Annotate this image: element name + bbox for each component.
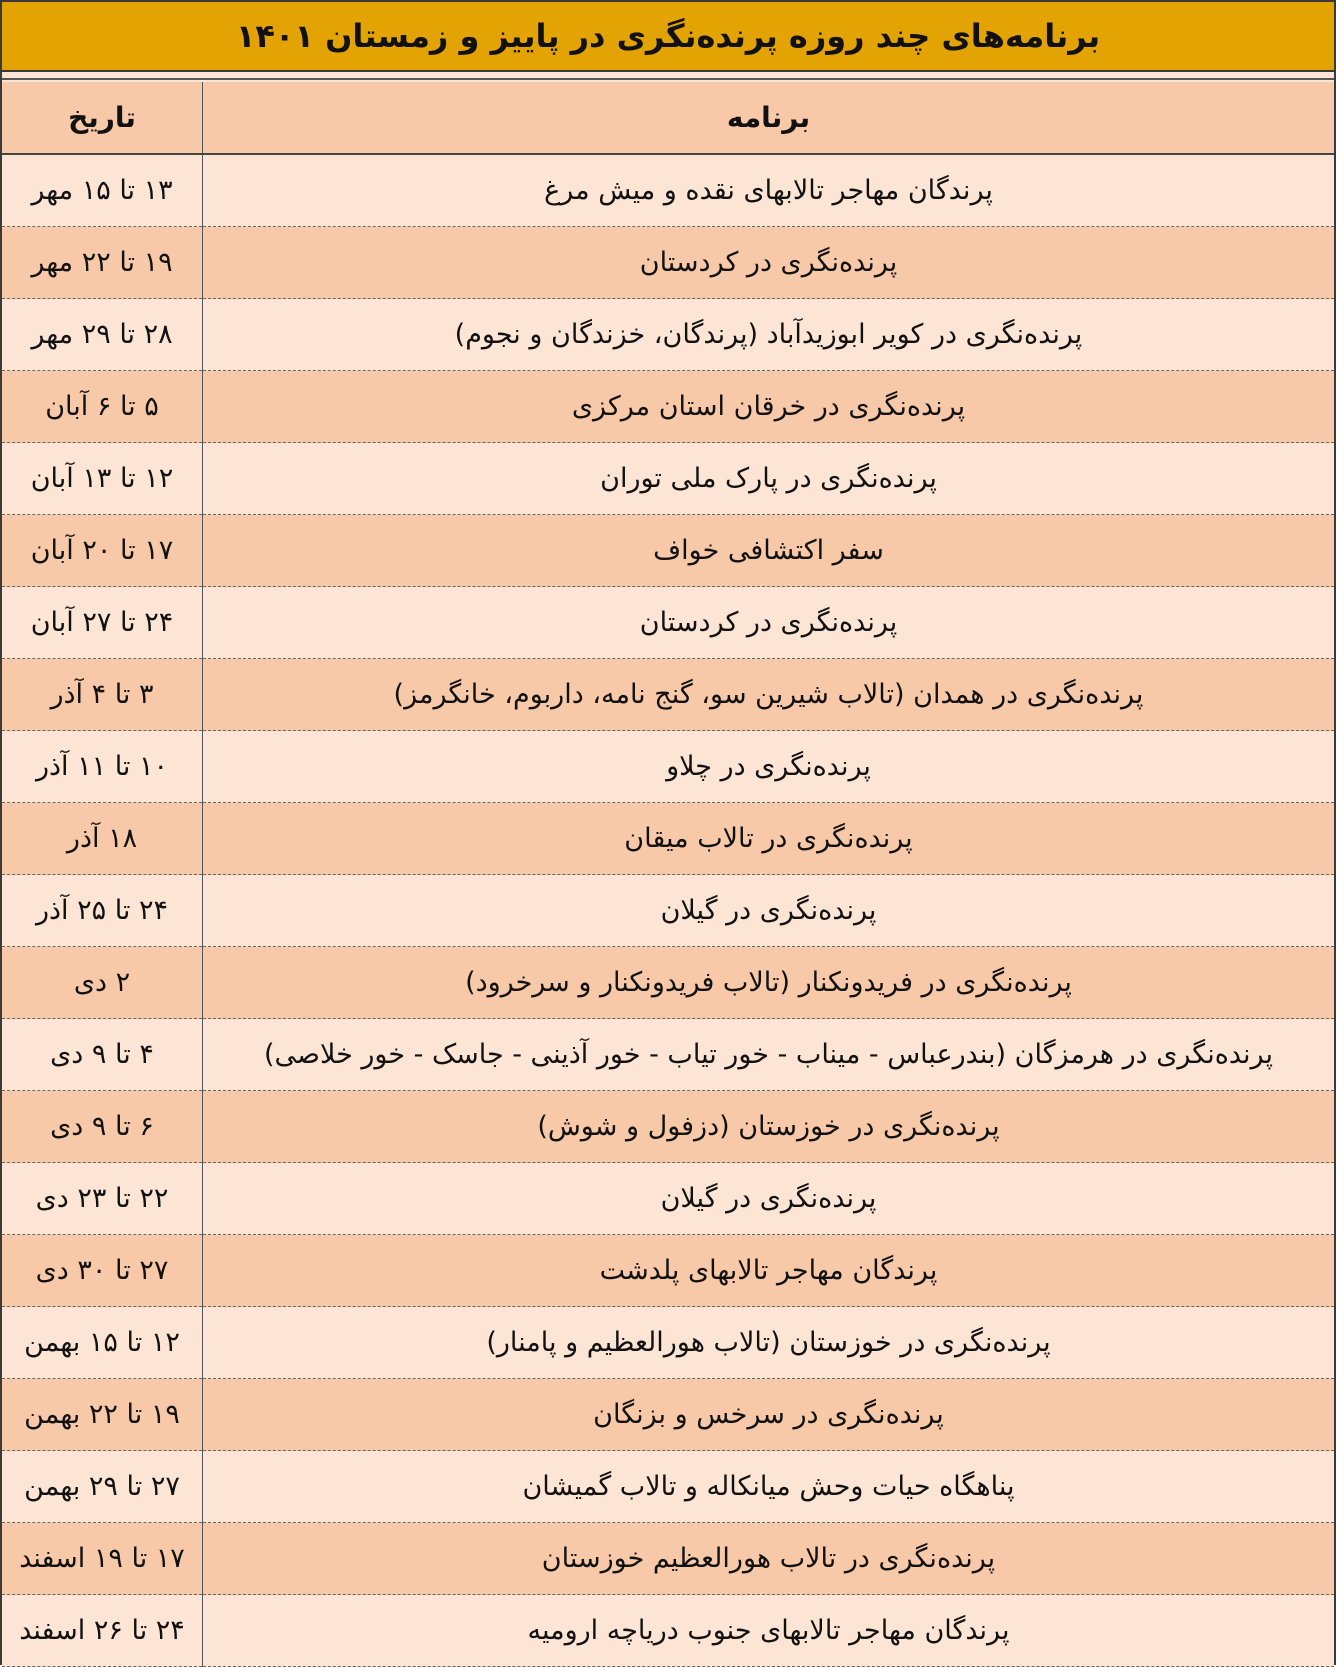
program-cell: پرنده‌نگری در چلاو: [203, 731, 1335, 803]
table-row: [2, 1163, 1334, 1235]
table-row: [2, 1307, 1334, 1379]
program-cell: پرنده‌نگری در خرقان استان مرکزی: [203, 371, 1335, 443]
page-title: برنامه‌های چند روزه پرنده‌نگری در پاییز و زمستان ۱۴۰۱: [235, 17, 1101, 55]
program-cell: پرندگان مهاجر تالابهای جنوب دریاچه ارومیه: [203, 1595, 1335, 1667]
date-cell: ۱۳ تا ۱۵ مهر: [2, 154, 203, 227]
table-row: [2, 731, 1334, 803]
date-cell: ۱۲ تا ۱۳ آبان: [2, 443, 203, 515]
header-program: برنامه: [203, 82, 1335, 154]
program-cell: پرنده‌نگری در سرخس و بزنگان: [203, 1379, 1335, 1451]
title-divider: [2, 78, 1334, 80]
date-cell: ۲۲ تا ۲۳ دی: [2, 1163, 203, 1235]
table-row: [2, 1235, 1334, 1307]
table-row: [2, 1019, 1334, 1091]
table-row: [2, 659, 1334, 731]
table-row: [2, 875, 1334, 947]
table-row: [2, 515, 1334, 587]
table-row: [2, 1595, 1334, 1667]
table-row: [2, 1091, 1334, 1163]
date-cell: ۱۸ آذر: [2, 803, 203, 875]
table-row: [2, 947, 1334, 1019]
date-cell: ۲۷ تا ۲۹ بهمن: [2, 1451, 203, 1523]
program-cell: پرنده‌نگری در کردستان: [203, 587, 1335, 659]
table-row: [2, 803, 1334, 875]
program-cell: پرنده‌نگری در گیلان: [203, 875, 1335, 947]
schedule-table: [2, 82, 1334, 1667]
program-cell: پرنده‌نگری در پارک ملی توران: [203, 443, 1335, 515]
date-cell: ۱۷ تا ۲۰ آبان: [2, 515, 203, 587]
date-cell: ۱۷ تا ۱۹ اسفند: [2, 1523, 203, 1595]
program-cell: سفر اکتشافی خواف: [203, 515, 1335, 587]
date-cell: ۳ تا ۴ آذر: [2, 659, 203, 731]
date-cell: ۵ تا ۶ آبان: [2, 371, 203, 443]
program-cell: پرنده‌نگری در تالاب میقان: [203, 803, 1335, 875]
program-cell: پرنده‌نگری در کویر ابوزیدآباد (پرندگان، خزندگان و نجوم): [203, 299, 1335, 371]
table-row: [2, 443, 1334, 515]
table-row: [2, 299, 1334, 371]
date-cell: ۱۹ تا ۲۲ مهر: [2, 227, 203, 299]
table-row: [2, 154, 1334, 227]
program-cell: پرنده‌نگری در تالاب هورالعظیم خوزستان: [203, 1523, 1335, 1595]
date-cell: ۱۲ تا ۱۵ بهمن: [2, 1307, 203, 1379]
table-row: [2, 587, 1334, 659]
program-cell: پرندگان مهاجر تالابهای نقده و میش مرغ: [203, 154, 1335, 227]
date-cell: ۴ تا ۹ دی: [2, 1019, 203, 1091]
title-bar: [2, 2, 1334, 72]
table-row: [2, 1523, 1334, 1595]
table-row: [2, 227, 1334, 299]
date-cell: ۲۴ تا ۲۶ اسفند: [2, 1595, 203, 1667]
program-cell: پرنده‌نگری در کردستان: [203, 227, 1335, 299]
date-cell: ۲۴ تا ۲۷ آبان: [2, 587, 203, 659]
date-cell: ۲۴ تا ۲۵ آذر: [2, 875, 203, 947]
program-cell: پرنده‌نگری در خوزستان (دزفول و شوش): [203, 1091, 1335, 1163]
program-cell: پرندگان مهاجر تالابهای پلدشت: [203, 1235, 1335, 1307]
program-cell: پرنده‌نگری در فریدونکنار (تالاب فریدونکنار و سرخرود): [203, 947, 1335, 1019]
program-cell: پرنده‌نگری در خوزستان (تالاب هورالعظیم و پامنار): [203, 1307, 1335, 1379]
date-cell: ۶ تا ۹ دی: [2, 1091, 203, 1163]
date-cell: ۱۰ تا ۱۱ آذر: [2, 731, 203, 803]
date-cell: ۲ دی: [2, 947, 203, 1019]
date-cell: ۲۸ تا ۲۹ مهر: [2, 299, 203, 371]
table-row: [2, 1379, 1334, 1451]
table-row: [2, 1451, 1334, 1523]
date-cell: ۱۹ تا ۲۲ بهمن: [2, 1379, 203, 1451]
program-cell: پرنده‌نگری در گیلان: [203, 1163, 1335, 1235]
header-date: تاریخ: [2, 82, 203, 154]
header-row: [2, 82, 1334, 154]
program-cell: پناهگاه حیات وحش میانکاله و تالاب گمیشان: [203, 1451, 1335, 1523]
schedule-body: [2, 154, 1334, 1667]
table-row: [2, 371, 1334, 443]
date-cell: ۲۷ تا ۳۰ دی: [2, 1235, 203, 1307]
program-cell: پرنده‌نگری در هرمزگان (بندرعباس - میناب - خور تیاب - خور آذینی - جاسک - خور خلاصی): [203, 1019, 1335, 1091]
program-cell: پرنده‌نگری در همدان (تالاب شیرین سو، گنج نامه، داربوم، خانگرمز): [203, 659, 1335, 731]
